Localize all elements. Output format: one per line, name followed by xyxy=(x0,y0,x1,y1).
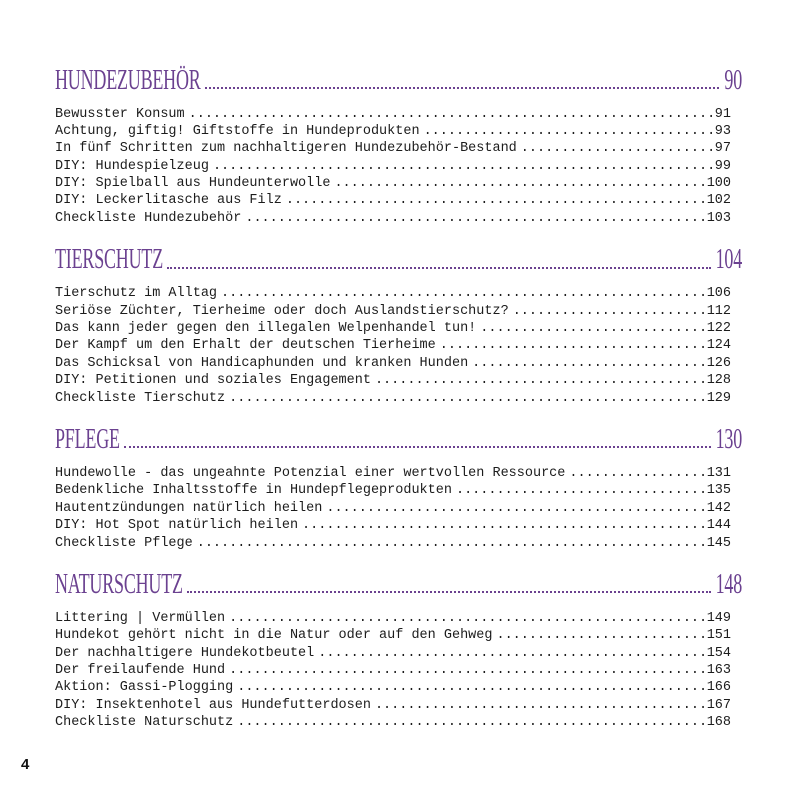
toc-entry xyxy=(55,337,731,354)
section-page-number: 130 xyxy=(715,422,742,455)
toc-entry xyxy=(55,714,731,731)
entry-page-number: 122 xyxy=(706,321,731,337)
section-page-number: 104 xyxy=(715,242,742,275)
entry-list xyxy=(55,106,731,228)
entry-page-number: 166 xyxy=(706,680,731,696)
toc-entry xyxy=(55,210,731,227)
entry-list xyxy=(55,610,731,732)
entry-page-number: 126 xyxy=(706,355,731,371)
section-page-number: 148 xyxy=(715,567,742,600)
dot-leader xyxy=(569,465,704,482)
entry-title: Der freilaufende Hund xyxy=(55,663,226,679)
dot-leader xyxy=(197,535,705,552)
entry-title: DIY: Insektenhotel aus Hundefutterdosen xyxy=(55,697,371,713)
section-page-number: 90 xyxy=(724,62,742,95)
dot-leader xyxy=(375,372,705,389)
toc-section-hundezubehoer xyxy=(55,62,745,228)
table-of-contents xyxy=(55,62,745,752)
entry-page-number: 124 xyxy=(706,338,731,354)
dot-leader xyxy=(286,192,705,209)
dot-leader xyxy=(229,662,705,679)
entry-list xyxy=(55,285,731,407)
toc-entry xyxy=(55,627,731,644)
entry-page-number: 142 xyxy=(706,500,731,516)
section-title: NATURSCHUTZ xyxy=(55,567,183,600)
entry-page-number: 151 xyxy=(706,628,731,644)
dot-leader xyxy=(472,355,705,372)
page-number: 4 xyxy=(21,756,30,773)
toc-entry xyxy=(55,140,731,157)
toc-entry xyxy=(55,679,731,696)
entry-title: Bedenkliche Inhaltsstoffe in Hundepflegeprodukten xyxy=(55,483,452,499)
entry-page-number: 91 xyxy=(714,106,731,122)
dot-leader xyxy=(237,714,704,731)
dot-leader xyxy=(424,123,713,140)
entry-title: Das Schicksal von Handicaphunden und kranken Hunden xyxy=(55,355,469,371)
toc-entry xyxy=(55,697,731,714)
dot-leader xyxy=(302,517,705,534)
dot-leader xyxy=(221,285,705,302)
entry-page-number: 99 xyxy=(714,158,731,174)
entry-page-number: 102 xyxy=(706,193,731,209)
toc-entry xyxy=(55,303,731,320)
toc-entry xyxy=(55,465,731,482)
toc-entry xyxy=(55,123,731,140)
dot-leader xyxy=(187,591,711,593)
entry-title: DIY: Hot Spot natürlich heilen xyxy=(55,518,299,534)
toc-entry xyxy=(55,662,731,679)
dot-leader xyxy=(334,175,704,192)
entry-title: Hundekot gehört nicht in die Natur oder auf den Gehweg xyxy=(55,628,493,644)
dot-leader xyxy=(496,627,704,644)
entry-title: Bewusster Konsum xyxy=(55,106,185,122)
entry-title: Aktion: Gassi-Plogging xyxy=(55,680,234,696)
entry-title: Achtung, giftig! Giftstoffe in Hundeprodukten xyxy=(55,123,420,139)
entry-page-number: 154 xyxy=(706,645,731,661)
toc-entry xyxy=(55,320,731,337)
entry-page-number: 106 xyxy=(706,286,731,302)
entry-title: Checkliste Tierschutz xyxy=(55,390,226,406)
entry-title: DIY: Leckerlitasche aus Filz xyxy=(55,193,282,209)
entry-title: Hundewolle - das ungeahnte Potenzial einer wertvollen Ressource xyxy=(55,465,566,481)
dot-leader xyxy=(456,482,705,499)
entry-page-number: 149 xyxy=(706,610,731,626)
entry-title: DIY: Spielball aus Hundeunterwolle xyxy=(55,176,331,192)
dot-leader xyxy=(375,697,705,714)
toc-entry xyxy=(55,482,731,499)
toc-entry xyxy=(55,372,731,389)
entry-title: Checkliste Hundezubehör xyxy=(55,210,242,226)
entry-title: Checkliste Pflege xyxy=(55,535,193,551)
section-heading xyxy=(55,62,742,95)
section-heading xyxy=(55,422,742,455)
toc-entry xyxy=(55,106,731,123)
dot-leader xyxy=(213,158,713,175)
toc-entry xyxy=(55,158,731,175)
toc-entry xyxy=(55,192,731,209)
toc-section-pflege xyxy=(55,422,745,552)
entry-page-number: 93 xyxy=(714,123,731,139)
dot-leader xyxy=(124,446,711,448)
dot-leader xyxy=(245,210,704,227)
entry-page-number: 103 xyxy=(706,210,731,226)
entry-page-number: 129 xyxy=(706,390,731,406)
dot-leader xyxy=(167,267,711,269)
toc-entry xyxy=(55,175,731,192)
entry-page-number: 163 xyxy=(706,663,731,679)
entry-title: Der nachhaltigere Hundekotbeutel xyxy=(55,645,315,661)
section-title: HUNDEZUBEHÖR xyxy=(55,62,201,95)
toc-entry xyxy=(55,500,731,517)
entry-page-number: 145 xyxy=(706,535,731,551)
toc-entry xyxy=(55,610,731,627)
dot-leader xyxy=(229,610,705,627)
entry-title: Littering | Vermüllen xyxy=(55,610,226,626)
toc-entry xyxy=(55,390,731,407)
dot-leader xyxy=(513,303,705,320)
dot-leader xyxy=(318,645,704,662)
section-heading xyxy=(55,242,742,275)
entry-page-number: 168 xyxy=(706,715,731,731)
toc-entry xyxy=(55,355,731,372)
entry-title: Checkliste Naturschutz xyxy=(55,715,234,731)
entry-title: DIY: Hundespielzeug xyxy=(55,158,209,174)
dot-leader xyxy=(205,87,720,89)
dot-leader xyxy=(237,679,704,696)
entry-list xyxy=(55,465,731,552)
entry-title: Der Kampf um den Erhalt der deutschen Tierheime xyxy=(55,338,436,354)
dot-leader xyxy=(521,140,713,157)
toc-section-tierschutz xyxy=(55,242,745,407)
entry-page-number: 167 xyxy=(706,697,731,713)
dot-leader xyxy=(480,320,704,337)
entry-title: In fünf Schritten zum nachhaltigeren Hundezubehör-Bestand xyxy=(55,141,517,157)
toc-entry xyxy=(55,535,731,552)
dot-leader xyxy=(229,390,705,407)
entry-title: Hautentzündungen natürlich heilen xyxy=(55,500,323,516)
entry-page-number: 100 xyxy=(706,176,731,192)
entry-title: Das kann jeder gegen den illegalen Welpenhandel tun! xyxy=(55,321,477,337)
dot-leader xyxy=(440,337,705,354)
section-title: PFLEGE xyxy=(55,422,120,455)
dot-leader xyxy=(326,500,704,517)
entry-page-number: 144 xyxy=(706,518,731,534)
entry-page-number: 135 xyxy=(706,483,731,499)
entry-title: Seriöse Züchter, Tierheime oder doch Auslandstierschutz? xyxy=(55,303,509,319)
entry-page-number: 128 xyxy=(706,373,731,389)
entry-title: Tierschutz im Alltag xyxy=(55,286,218,302)
section-heading xyxy=(55,567,742,600)
entry-page-number: 131 xyxy=(706,465,731,481)
entry-page-number: 97 xyxy=(714,141,731,157)
entry-title: DIY: Petitionen und soziales Engagement xyxy=(55,373,371,389)
toc-entry xyxy=(55,285,731,302)
entry-page-number: 112 xyxy=(706,303,731,319)
toc-entry xyxy=(55,645,731,662)
section-title: TIERSCHUTZ xyxy=(55,242,163,275)
toc-entry xyxy=(55,517,731,534)
toc-section-naturschutz xyxy=(55,567,745,732)
dot-leader xyxy=(189,106,713,123)
